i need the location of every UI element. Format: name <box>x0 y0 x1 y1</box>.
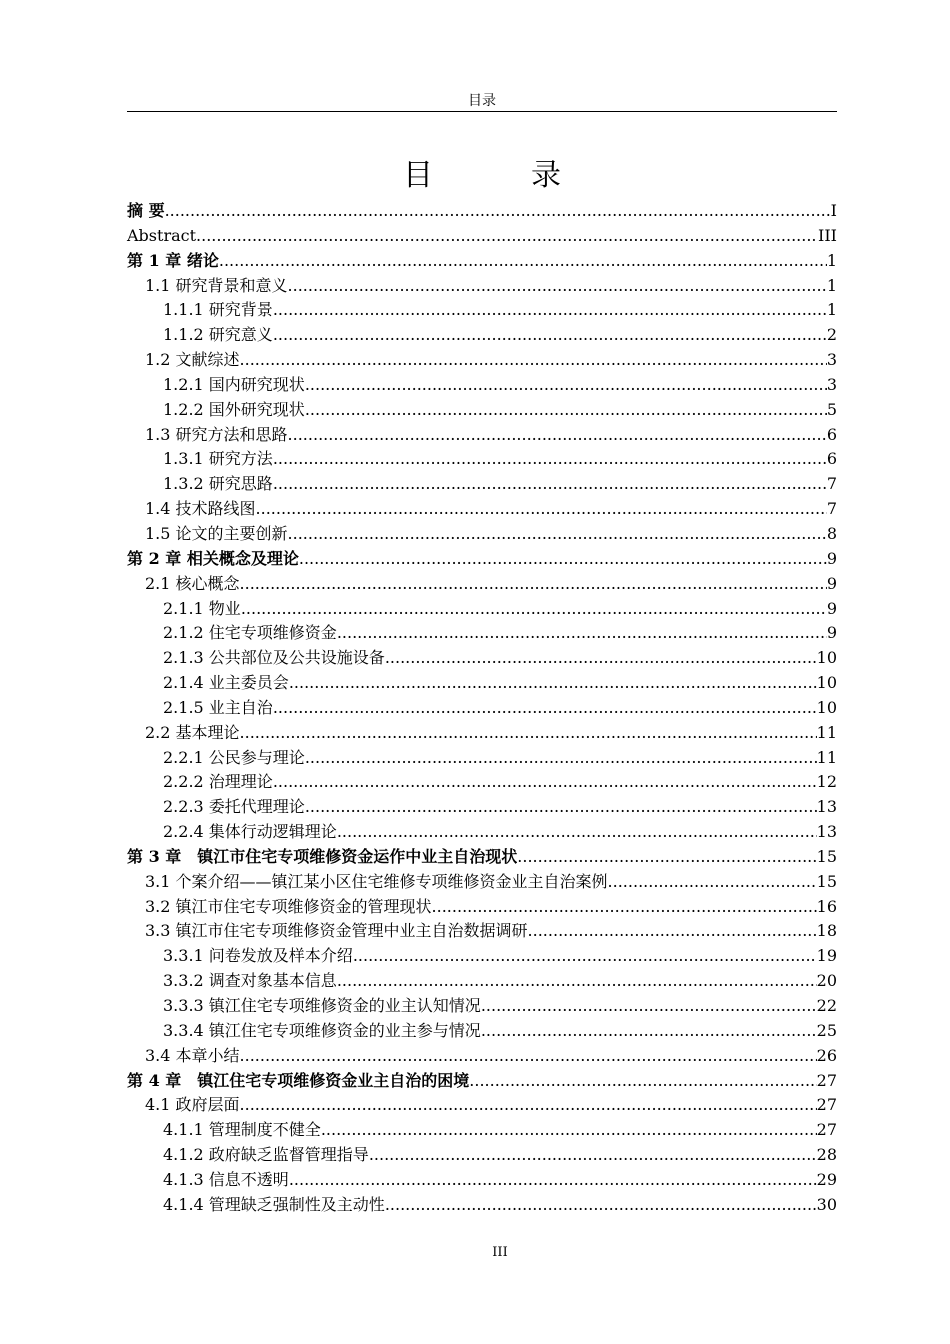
toc-dot-leader <box>337 621 827 646</box>
toc-dot-leader <box>219 249 827 274</box>
toc-entry[interactable] <box>127 870 837 895</box>
toc-entry-page: 13 <box>816 797 837 817</box>
toc-entry[interactable] <box>127 597 837 622</box>
toc-entry[interactable] <box>127 1093 837 1118</box>
toc-dot-leader <box>528 919 817 944</box>
toc-entry-page: 15 <box>816 846 837 866</box>
toc-entry[interactable] <box>127 572 837 597</box>
toc-dot-leader <box>165 199 831 224</box>
toc-entry-page: 8 <box>826 523 837 543</box>
toc-entry-page: 20 <box>816 971 837 991</box>
toc-entry-page: I <box>830 201 837 220</box>
toc-dot-leader <box>432 895 817 920</box>
toc-entry-label: 2.2 基本理论 <box>145 722 240 742</box>
toc-dot-leader <box>517 845 816 870</box>
toc-entry-label: 3.3.4 镇江住宅专项维修资金的业主参与情况 <box>163 1020 481 1040</box>
toc-dot-leader <box>273 298 827 323</box>
toc-entry-label: 2.1.3 公共部位及公共设施设备 <box>163 648 385 668</box>
toc-entry[interactable] <box>127 447 837 472</box>
toc-entry-page: 26 <box>816 1045 837 1065</box>
toc-dot-leader <box>241 597 827 622</box>
toc-entry-label: 第 1 章 绪论 <box>127 250 219 270</box>
running-header: 目录 <box>468 93 496 109</box>
toc-entry[interactable] <box>127 721 837 746</box>
toc-entry[interactable] <box>127 994 837 1019</box>
toc-dot-leader <box>369 1143 817 1168</box>
page-number: III <box>492 1245 508 1260</box>
toc-entry-page: III <box>818 225 837 245</box>
toc-dot-leader <box>305 398 827 423</box>
toc-dot-leader <box>289 671 817 696</box>
toc-entry-page: 28 <box>816 1145 837 1165</box>
toc-entry-label: 3.3.2 调查对象基本信息 <box>163 971 337 991</box>
toc-entry[interactable] <box>127 696 837 721</box>
toc-entry-label: 摘 要 <box>127 201 165 220</box>
toc-dot-leader <box>196 224 818 249</box>
toc-entry-page: 27 <box>816 1095 837 1115</box>
toc-entry[interactable] <box>127 820 837 845</box>
toc-entry[interactable] <box>127 199 837 224</box>
toc-entry[interactable] <box>127 770 837 795</box>
toc-entry-label: 4.1.3 信息不透明 <box>163 1169 289 1189</box>
toc-entry-label: 4.1.2 政府缺乏监督管理指导 <box>163 1145 369 1165</box>
header-rule <box>127 111 837 112</box>
toc-entry[interactable] <box>127 1168 837 1193</box>
toc-entry-page: 16 <box>816 896 837 916</box>
toc-entry-page: 1 <box>826 300 837 320</box>
toc-entry-label: 2.2.2 治理理论 <box>163 772 273 792</box>
toc-entry[interactable] <box>127 1069 837 1094</box>
toc-entry-page: 3 <box>826 374 837 394</box>
toc-entry-label: Abstract <box>127 225 197 245</box>
toc-entry-page: 10 <box>816 697 837 717</box>
toc-entry-page: 1 <box>826 275 837 295</box>
toc-dot-leader <box>608 870 817 895</box>
toc-entry[interactable] <box>127 398 837 423</box>
toc-entry-page: 9 <box>826 598 837 618</box>
toc-entry-label: 第 4 章 镇江住宅专项维修资金业主自治的困境 <box>127 1070 470 1090</box>
toc-dot-leader <box>240 1044 817 1069</box>
toc-entry[interactable] <box>127 249 837 274</box>
toc-entry-label: 4.1.4 管理缺乏强制性及主动性 <box>163 1194 385 1214</box>
toc-entry[interactable] <box>127 348 837 373</box>
toc-dot-leader <box>353 944 817 969</box>
toc-entry-page: 11 <box>816 722 837 742</box>
toc-entry-label: 2.1.2 住宅专项维修资金 <box>163 623 337 643</box>
toc-dot-leader <box>240 348 827 373</box>
toc-entry-page: 15 <box>816 871 837 891</box>
toc-entry[interactable] <box>127 274 837 299</box>
toc-entry[interactable] <box>127 298 837 323</box>
toc-entry-label: 4.1.1 管理制度不健全 <box>163 1120 321 1140</box>
table-of-contents <box>127 199 837 1218</box>
toc-entry[interactable] <box>127 621 837 646</box>
toc-dot-leader <box>481 994 817 1019</box>
toc-dot-leader <box>240 721 817 746</box>
toc-dot-leader <box>337 820 817 845</box>
toc-entry-page: 27 <box>816 1070 837 1090</box>
toc-entry-page: 5 <box>826 399 837 419</box>
toc-entry[interactable] <box>127 795 837 820</box>
toc-title: 目 录 <box>403 158 595 193</box>
toc-entry-label: 1.1.2 研究意义 <box>163 325 273 345</box>
toc-entry-page: 1 <box>826 250 837 270</box>
toc-entry-page: 13 <box>816 822 837 842</box>
toc-entry-page: 25 <box>816 1020 837 1040</box>
toc-entry-label: 2.1.1 物业 <box>163 598 241 618</box>
toc-dot-leader <box>321 1118 817 1143</box>
toc-entry-label: 3.3 镇江市住宅专项维修资金管理中业主自治数据调研 <box>145 921 528 941</box>
toc-entry[interactable] <box>127 671 837 696</box>
toc-entry[interactable] <box>127 1019 837 1044</box>
toc-entry[interactable] <box>127 547 837 572</box>
toc-dot-leader <box>481 1019 817 1044</box>
toc-dot-leader <box>288 274 827 299</box>
toc-entry-page: 29 <box>816 1169 837 1189</box>
toc-entry-label: 1.2.2 国外研究现状 <box>163 399 305 419</box>
toc-dot-leader <box>240 1093 817 1118</box>
toc-entry-page: 3 <box>826 350 837 370</box>
toc-dot-leader <box>273 472 827 497</box>
toc-entry-page: 9 <box>826 623 837 643</box>
toc-entry[interactable] <box>127 845 837 870</box>
toc-dot-leader <box>256 497 827 522</box>
toc-entry-page: 18 <box>816 921 837 941</box>
toc-dot-leader <box>385 646 817 671</box>
toc-entry[interactable] <box>127 1118 837 1143</box>
toc-entry-label: 2.1.4 业主委员会 <box>163 673 289 693</box>
toc-entry-page: 2 <box>826 325 837 345</box>
toc-entry-page: 19 <box>816 946 837 966</box>
toc-dot-leader <box>305 795 817 820</box>
toc-entry-label: 3.4 本章小结 <box>145 1045 240 1065</box>
toc-dot-leader <box>305 746 817 771</box>
toc-entry-page: 22 <box>816 996 837 1015</box>
toc-entry[interactable] <box>127 522 837 547</box>
toc-entry-page: 7 <box>826 474 837 494</box>
toc-entry-label: 2.1 核心概念 <box>145 573 240 593</box>
toc-dot-leader <box>289 1168 817 1193</box>
toc-dot-leader <box>273 770 817 795</box>
toc-dot-leader <box>273 323 827 348</box>
toc-entry[interactable] <box>127 472 837 497</box>
toc-entry-label: 1.3.2 研究思路 <box>163 474 273 494</box>
toc-entry-label: 1.2.1 国内研究现状 <box>163 374 305 394</box>
toc-entry-label: 1.1.1 研究背景 <box>163 300 273 320</box>
toc-entry-label: 第 3 章 镇江市住宅专项维修资金运作中业主自治现状 <box>127 846 518 866</box>
toc-entry[interactable] <box>127 1143 837 1168</box>
toc-entry-label: 第 2 章 相关概念及理论 <box>127 548 299 568</box>
toc-dot-leader <box>273 696 817 721</box>
toc-entry-page: 10 <box>816 648 837 668</box>
toc-entry-label: 1.1 研究背景和意义 <box>145 275 288 295</box>
toc-entry-page: 10 <box>816 673 837 693</box>
toc-entry[interactable] <box>127 497 837 522</box>
toc-dot-leader <box>305 373 827 398</box>
toc-entry-label: 3.3.1 问卷发放及样本介绍 <box>163 946 353 966</box>
toc-entry-label: 3.2 镇江市住宅专项维修资金的管理现状 <box>145 896 432 916</box>
toc-entry-page: 27 <box>816 1120 837 1140</box>
toc-dot-leader <box>337 969 817 994</box>
toc-entry-page: 30 <box>816 1194 837 1214</box>
toc-entry[interactable] <box>127 1044 837 1069</box>
toc-entry-label: 1.3 研究方法和思路 <box>145 424 288 444</box>
toc-entry-label: 1.3.1 研究方法 <box>163 449 273 469</box>
toc-entry[interactable] <box>127 323 837 348</box>
toc-entry-label: 1.5 论文的主要创新 <box>145 523 288 543</box>
toc-entry-page: 7 <box>826 499 837 519</box>
toc-entry[interactable] <box>127 1193 837 1218</box>
toc-entry-label: 2.1.5 业主自治 <box>163 697 273 717</box>
toc-entry-page: 11 <box>816 747 837 767</box>
toc-dot-leader <box>288 522 827 547</box>
toc-entry-label: 2.2.3 委托代理理论 <box>163 797 305 817</box>
toc-dot-leader <box>469 1069 816 1094</box>
toc-entry[interactable] <box>127 969 837 994</box>
toc-dot-leader <box>299 547 827 572</box>
toc-dot-leader <box>273 447 827 472</box>
toc-dot-leader <box>240 572 827 597</box>
toc-entry[interactable] <box>127 919 837 944</box>
toc-entry-label: 4.1 政府层面 <box>145 1095 240 1115</box>
toc-entry[interactable] <box>127 373 837 398</box>
toc-entry-label: 3.1 个案介绍——镇江某小区住宅维修专项维修资金业主自治案例 <box>145 871 608 891</box>
toc-entry-label: 2.2.1 公民参与理论 <box>163 747 305 767</box>
toc-entry-label: 1.2 文献综述 <box>145 350 240 370</box>
toc-entry[interactable] <box>127 746 837 771</box>
toc-entry[interactable] <box>127 224 837 249</box>
toc-entry-page: 6 <box>826 424 837 444</box>
toc-entry[interactable] <box>127 895 837 920</box>
toc-entry-label: 3.3.3 镇江住宅专项维修资金的业主认知情况 <box>163 996 481 1015</box>
toc-entry-label: 1.4 技术路线图 <box>145 499 256 519</box>
toc-entry-page: 9 <box>826 548 837 568</box>
toc-entry[interactable] <box>127 944 837 969</box>
toc-entry[interactable] <box>127 423 837 448</box>
toc-entry-page: 12 <box>816 772 837 792</box>
toc-entry[interactable] <box>127 646 837 671</box>
toc-dot-leader <box>385 1193 817 1218</box>
toc-dot-leader <box>288 423 827 448</box>
toc-entry-page: 6 <box>826 449 837 469</box>
toc-entry-page: 9 <box>826 573 837 593</box>
toc-entry-label: 2.2.4 集体行动逻辑理论 <box>163 822 337 842</box>
